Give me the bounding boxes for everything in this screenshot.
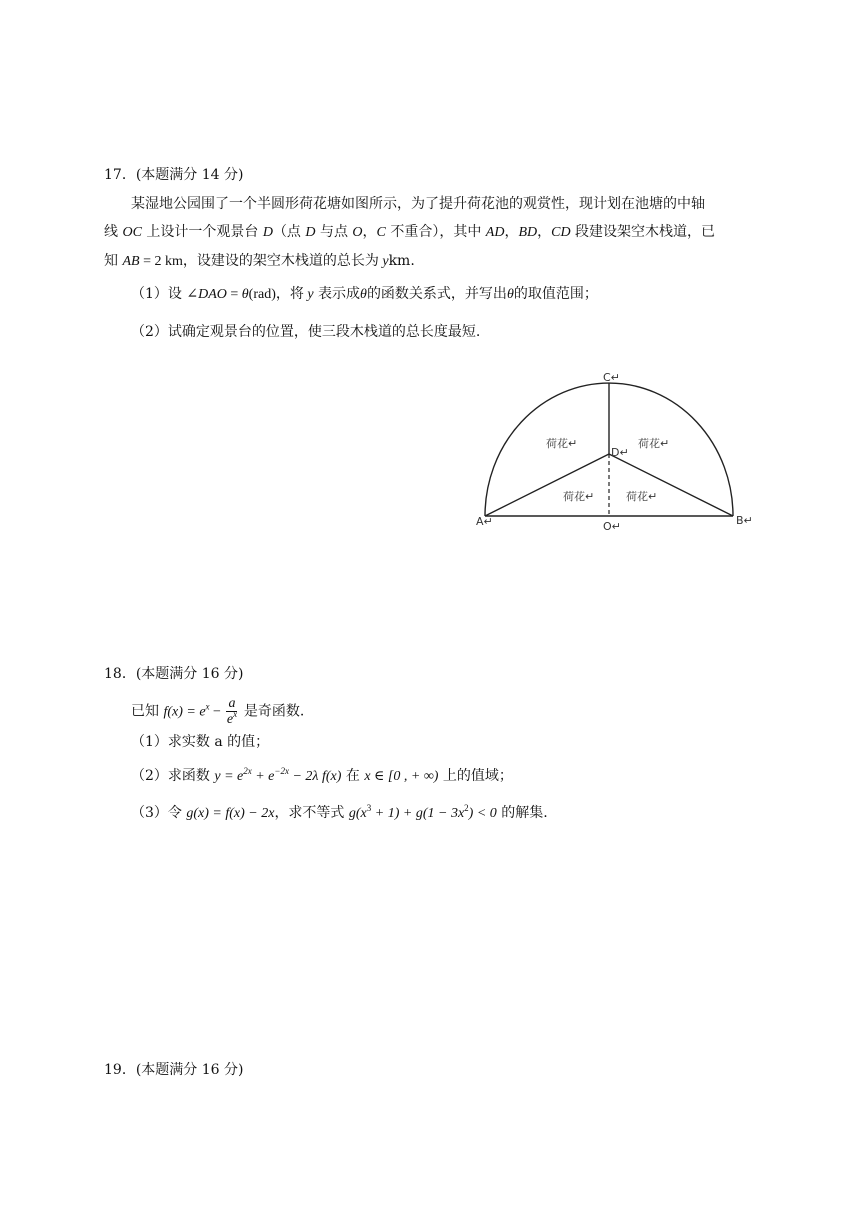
lotus-label-top-left: 荷花↵ [546, 437, 578, 450]
q17-header: 17．(本题满分 14 分) [104, 167, 244, 183]
q19-header: 19．(本题满分 16 分) [104, 1062, 244, 1078]
q17-paragraph-line-1: 某湿地公园围了一个半圆形荷花塘如图所示，为了提升荷花池的观赏性，现计划在池塘的中轴 [131, 196, 705, 212]
label-B: B↵ [736, 514, 753, 527]
q18-header: 18．(本题满分 16 分) [104, 666, 244, 682]
label-C: C↵ [603, 371, 620, 384]
q17-paragraph-line-3: 知 AB = 2 km，设建设的架空木栈道的总长为 ykm. [104, 253, 415, 269]
q17-paragraph-line-2: 线 OC 上设计一个观景台 D（点 D 与点 O，C 不重合），其中 AD，BD，CD 段建设架空木栈道，已 [104, 224, 716, 240]
lotus-label-bottom-left: 荷花↵ [563, 490, 595, 503]
fraction-a-over-ex: $\frac{a}{e^x}$ [226, 696, 238, 727]
q17-subquestion-1: （1）设 ∠DAO = θ(rad)，将 y 表示成θ的函数关系式，并写出θ的取值范围； [131, 286, 598, 302]
q18-subquestion-3: （3）令 g(x) = f(x) − 2x，求不等式 $g(x^3 + 1) + g(1 - 3x^2) < 0$ 的解集. [131, 803, 548, 821]
segment-AD [485, 454, 609, 516]
label-A: A↵ [476, 515, 493, 528]
q18-subquestion-2: （2）求函数 $y = e^{2x} + e^{-2x} - 2\lambda$ f(x) 在 x ∈ [0 , + ∞) 上的值域； [131, 766, 513, 784]
lotus-label-top-right: 荷花↵ [638, 437, 670, 450]
lotus-label-bottom-right: 荷花↵ [626, 490, 658, 503]
pond-figure [470, 362, 770, 542]
q18-given: 已知 $f(x) = e^x$ − $\frac{a}{e^x}$ 是奇函数. [131, 696, 305, 727]
label-O: O↵ [603, 520, 621, 533]
segment-BD [609, 454, 733, 516]
q18-subquestion-1: （1）求实数 a 的值； [131, 734, 270, 750]
q17-subquestion-2: （2）试确定观景台的位置，使三段木栈道的总长度最短. [131, 324, 481, 340]
label-D: D↵ [611, 446, 629, 459]
